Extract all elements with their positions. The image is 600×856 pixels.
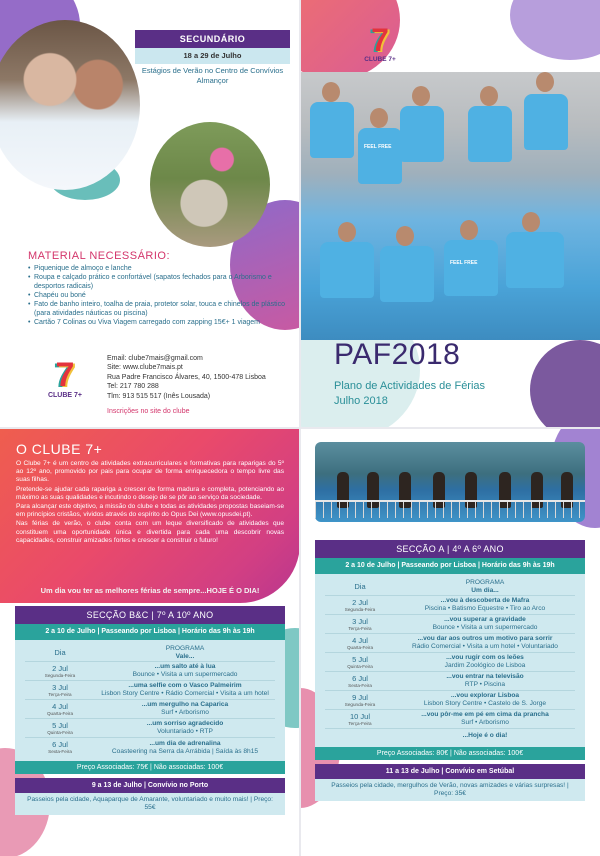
convivio-header: 9 a 13 de Julho | Convívio no Porto bbox=[15, 778, 285, 793]
table-row: 6 Jul Sexta-Feira ...um dia de adrenalina Coasteering na Serra da Arrábida | Saída às 8h15 bbox=[48, 739, 259, 755]
contact-address: Rua Padre Francisco Álvares, 40, 1500-478 Lisboa bbox=[107, 373, 266, 381]
col-day-header: Dia bbox=[354, 582, 366, 591]
photo-group-of-girls bbox=[300, 72, 600, 340]
contact-tlm: Tlm: 913 515 517 (Inês Lousada) bbox=[107, 392, 211, 400]
girl-tshirt bbox=[524, 94, 568, 150]
material-list bbox=[28, 264, 290, 327]
girl-tshirt bbox=[358, 128, 402, 184]
cover-subtitle: Plano de Actividades de Férias bbox=[334, 380, 486, 392]
fold-line-horizontal bbox=[0, 427, 600, 429]
table-row: 2 Jul Segunda-Feira ...vou à descoberta de Mafra Piscina • Batismo Equestre • Tiro ao Arco bbox=[325, 596, 575, 615]
schedule-subheader: 2 a 10 de Julho | Passeando por Lisboa | Horário das 9h às 19h bbox=[15, 624, 285, 640]
girl-face bbox=[370, 108, 388, 128]
secundario-header: SECUNDÁRIO bbox=[135, 30, 290, 48]
table-row: 5 Jul Quinta-Feira ...vou rugir com os leões Jardim Zoológico de Lisboa bbox=[325, 653, 575, 672]
list-item: • Roupa e calçado prático e confortável (sapatos fechados para o Arborismo e desportos radicais) bbox=[28, 273, 290, 291]
girl-face bbox=[412, 86, 430, 106]
contact-block bbox=[107, 354, 297, 416]
schedule-header: SECÇÃO A | 4º A 6º ANO bbox=[315, 540, 585, 558]
decor-blob bbox=[530, 340, 600, 428]
panel-back-cover bbox=[0, 0, 300, 428]
table-row: 6 Jul Sexta-Feira ...vou entrar na televisão RTP • Piscina bbox=[325, 672, 575, 691]
price-bar: Preço Associadas: 75€ | Não associadas: 100€ bbox=[15, 761, 285, 774]
girl-tshirt bbox=[310, 102, 354, 158]
paragraph: Pretende-se ajudar cada rapariga a crescer de forma madura e completa, potenciando ao máximo as suas qualidades e incutindo o desejo de se pôr ao serviço da sociedade. bbox=[16, 485, 284, 501]
secundario-text: Estágios de Verão no Centro de Convívios Almançor bbox=[141, 66, 284, 85]
paragraph: Para alcançar este objetivo, a missão do clube e todas as atividades propostas baseiam-se em princípios cristãos, vividos através do espírito do Opus Dei (www.opusdei.pt). bbox=[16, 503, 284, 519]
list-item: • Fato de banho inteiro, toalha de praia, protetor solar, touca e chinelos de plástico (para atividades náuticas ou piscina) bbox=[28, 300, 290, 318]
girl-face bbox=[322, 82, 340, 102]
price-bar: Preço Associadas: 80€ | Não associadas: 100€ bbox=[315, 747, 585, 760]
tagline: Um dia vou ter as melhores férias de sempre...HOJE É O DIA! bbox=[40, 586, 260, 595]
table-row bbox=[325, 729, 575, 743]
table-row: 9 Jul Segunda-Feira ...vou explorar Lisboa Lisbon Story Centre • Castelo de S. Jorge bbox=[325, 691, 575, 710]
girl-tshirt bbox=[320, 242, 374, 298]
list-item: • Chapéu ou boné bbox=[28, 291, 290, 300]
clube-logo bbox=[36, 358, 94, 399]
col-day-header: Dia bbox=[54, 648, 66, 657]
logo-text: CLUBE 7+ bbox=[47, 392, 83, 399]
convivio-text: Passeios pela cidade, mergulhos de Verão, novas amizades e várias surpresas! | Preço: 35€ bbox=[315, 779, 585, 801]
girl-tshirt bbox=[380, 246, 434, 302]
girl-tshirt bbox=[506, 232, 564, 288]
logo-mark: 7 bbox=[371, 22, 389, 58]
schedule-table bbox=[315, 574, 585, 747]
logo-mark: 7 bbox=[55, 356, 75, 394]
table-row: 10 Jul Terça-Feira ...vou pôr-me em pé em cima da prancha Surf • Arborismo bbox=[325, 710, 575, 729]
decor-blob bbox=[510, 0, 600, 60]
closing-line: ...Hoje é o dia! bbox=[462, 732, 508, 740]
convivio-header: 11 a 13 de Julho | Convívio em Setúbal bbox=[315, 764, 585, 779]
girl-tshirt bbox=[468, 106, 512, 162]
contact-email: Email: clube7mais@gmail.com bbox=[107, 355, 203, 362]
contact-tel: Tel: 217 780 288 bbox=[107, 383, 159, 391]
table-row: 4 Jul Quarta-Feira ...um mergulho na Caparica Surf • Arborismo bbox=[25, 700, 275, 719]
col-program-header: PROGRAMA Um dia... bbox=[465, 578, 505, 594]
secundario-dates: 18 a 29 de Julho bbox=[135, 48, 290, 64]
material-title: MATERIAL NECESSÁRIO: bbox=[28, 250, 171, 262]
shirt-logo-text: FEEL FREE bbox=[450, 260, 478, 266]
list-item: • Piquenique de almoço e lanche bbox=[28, 264, 290, 273]
shirt-logo-text: FEEL FREE bbox=[364, 144, 392, 150]
girl-tshirt bbox=[400, 106, 444, 162]
schedule-seccao-a bbox=[315, 540, 585, 801]
railing-bars bbox=[315, 502, 585, 518]
clube-description bbox=[16, 460, 284, 546]
girl-face bbox=[460, 220, 478, 240]
clube-logo bbox=[356, 24, 404, 63]
schedule-subheader: 2 a 10 de Julho | Passeando por Lisboa | Horário das 9h às 19h bbox=[315, 558, 585, 574]
schedule-header: SECÇÃO B&C | 7º A 10º ANO bbox=[15, 606, 285, 624]
inscricoes-text: Inscrições no site do clube bbox=[107, 408, 190, 416]
photo-two-girls bbox=[0, 20, 140, 190]
table-row: 3 Jul Terça-Feira ...vou superar a gravidade Bounce • Visita a um supermercado bbox=[325, 615, 575, 634]
girl-face bbox=[522, 212, 540, 232]
panel-seccao-bc bbox=[0, 428, 300, 856]
table-row: 2 Jul Segunda-Feira ...um salto até à lua Bounce • Visita a um supermercado bbox=[25, 662, 275, 681]
paragraph: O Clube 7+ é um centro de atividades extracurriculares e formativas para raparigas do 5º ao 12º ano, promovido por pais para ocupar de forma enriquecedora o tempo livre das suas filhas. bbox=[16, 460, 284, 484]
girl-face bbox=[396, 226, 414, 246]
panel-front-cover bbox=[300, 0, 600, 428]
cover-title: PAF2018 bbox=[334, 338, 461, 371]
contact-site: Site: www.clube7mais.pt bbox=[107, 364, 183, 372]
convivio-text: Passeios pela cidade, Aquaparque de Amarante, voluntariado e muito mais! | Preço: 55€ bbox=[15, 793, 285, 815]
girl-face bbox=[536, 72, 554, 92]
table-row: 5 Jul Quinta-Feira ...um sorriso agradecido Voluntariado • RTP bbox=[25, 719, 275, 738]
list-item: • Cartão 7 Colinas ou Viva Viagem carregado com zapping 15€+ 1 viagem bbox=[28, 318, 290, 327]
photo-girl-on-donkey bbox=[150, 122, 270, 247]
col-program-header: PROGRAMA Vale... bbox=[165, 644, 205, 660]
table-row: 3 Jul Terça-Feira ...uma selfie com o Vasco Palmeirim Lisbon Story Centre • Rádio Comercial • Visita a um hotel bbox=[25, 681, 275, 700]
panel-seccao-a bbox=[300, 428, 600, 856]
logo-text: CLUBE 7+ bbox=[364, 56, 396, 63]
schedule-table bbox=[15, 640, 285, 761]
clube-title: O CLUBE 7+ bbox=[16, 441, 103, 457]
schedule-seccao-bc bbox=[15, 606, 285, 815]
girl-face bbox=[480, 86, 498, 106]
table-header-row bbox=[325, 578, 575, 596]
table-row: 4 Jul Quarta-Feira ...vou dar aos outros um motivo para sorrir Rádio Comercial • Visita a um hotel • Voluntariado bbox=[325, 634, 575, 653]
paragraph: Nas férias de verão, o clube conta com um leque diversificado de atividades que constituem uma oportunidade única e divertida para cada uma descobrir novas capacidades, construir amizades fortes e crescer a construir o futuro! bbox=[16, 520, 284, 544]
cover-date: Julho 2018 bbox=[334, 395, 388, 407]
table-header-row bbox=[25, 644, 275, 662]
girl-tshirt bbox=[444, 240, 498, 296]
photo-pool-jump bbox=[315, 442, 585, 522]
girl-face bbox=[338, 222, 356, 242]
